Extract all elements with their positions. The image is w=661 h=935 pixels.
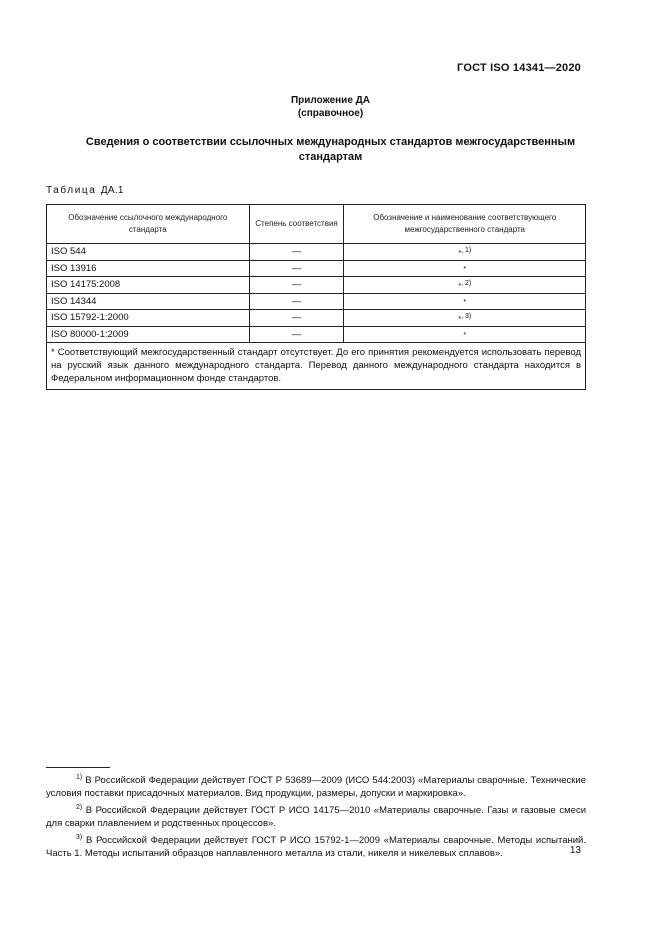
cell-degree: — xyxy=(249,294,344,310)
table-note-row xyxy=(47,343,586,390)
footnote-mark: 1) xyxy=(76,774,83,781)
asterisk-mark: * xyxy=(463,296,467,306)
column-header-reference-standard: Обозначение ссылочного международного стандарта xyxy=(47,205,250,244)
table-row xyxy=(47,310,586,327)
footnote-text: В Российской Федерации действует ГОСТ Р ИСО 14175—2010 «Материалы сварочные. Газы и газовые смеси для сварки плавлением и родственных процессов». xyxy=(46,805,586,830)
table-row xyxy=(47,244,586,261)
asterisk-mark: * xyxy=(458,281,462,290)
cell-degree: — xyxy=(249,261,344,277)
cell-degree: — xyxy=(249,277,344,294)
correspondence-table xyxy=(46,204,586,390)
footnotes xyxy=(46,771,586,861)
footnote-ref: , 1) xyxy=(461,247,472,254)
footnote-2 xyxy=(46,801,586,830)
footnote-ref: , 3) xyxy=(461,313,472,320)
table-header-row xyxy=(47,205,586,244)
column-header-national-standard: Обозначение и наименование соответствующего межгосударственного стандарта xyxy=(344,205,586,244)
page-title: Сведения о соответствии ссылочных международных стандартов межгосударственным стандартам xyxy=(85,136,576,163)
footnote-mark: 3) xyxy=(76,834,83,842)
cell-standard: ISO 544 xyxy=(47,244,250,261)
footnote-mark: 2) xyxy=(76,804,83,812)
cell-standard: ISO 80000-1:2009 xyxy=(47,327,250,343)
footnote-divider xyxy=(46,767,110,768)
cell-standard: ISO 15792-1:2000 xyxy=(47,310,250,327)
cell-reference xyxy=(344,310,586,327)
table-label xyxy=(46,185,124,196)
document-header-standard: ГОСТ ISO 14341—2020 xyxy=(457,62,581,74)
cell-standard: ISO 14175:2008 xyxy=(47,277,250,294)
appendix-heading xyxy=(0,94,661,120)
cell-degree: — xyxy=(249,310,344,327)
footnote-3 xyxy=(46,831,586,860)
cell-reference xyxy=(344,327,586,343)
appendix-title: Приложение ДА xyxy=(290,95,371,106)
cell-degree: — xyxy=(249,327,344,343)
table-row xyxy=(47,294,586,310)
footnote-ref: , 2) xyxy=(461,280,472,287)
cell-reference xyxy=(344,294,586,310)
cell-degree: — xyxy=(249,244,344,261)
table-row xyxy=(47,261,586,277)
table-label-word: Таблица xyxy=(46,185,97,196)
table-label-number: ДА.1 xyxy=(100,185,124,196)
asterisk-mark: * xyxy=(463,263,467,273)
footnote-1 xyxy=(46,771,586,800)
column-header-degree: Степень соответствия xyxy=(249,205,344,244)
table-note: * Соответствующий межгосударственный стандарт отсутствует. До его принятия рекомендуется использовать перевод на русский язык данного международного стандарта. Перевод данного международного стандарта находится в Федеральном информационном фонде стандартов. xyxy=(47,343,586,390)
cell-standard: ISO 13916 xyxy=(47,261,250,277)
cell-reference xyxy=(344,277,586,294)
asterisk-mark: * xyxy=(458,314,462,323)
page-number: 13 xyxy=(569,845,581,856)
cell-reference xyxy=(344,261,586,277)
cell-standard: ISO 14344 xyxy=(47,294,250,310)
table-row xyxy=(47,277,586,294)
footnote-text: В Российской Федерации действует ГОСТ Р 53689—2009 (ИСО 544:2003) «Материалы сварочные. Технические условия поставки присадочных материалов. Вид продукции, размеры, допуски и маркировка». xyxy=(46,775,586,800)
asterisk-mark: * xyxy=(458,248,462,257)
footnote-text: В Российской Федерации действует ГОСТ Р ИСО 15792-1—2009 «Материалы сварочные. Методы испытаний. Часть 1. Методы испытаний образцов наплавленного металла из стали, никеля и никелевых сплавов». xyxy=(46,835,586,860)
cell-reference xyxy=(344,244,586,261)
table-row xyxy=(47,327,586,343)
asterisk-mark: * xyxy=(463,329,467,339)
appendix-subtitle: (справочное) xyxy=(297,108,364,119)
